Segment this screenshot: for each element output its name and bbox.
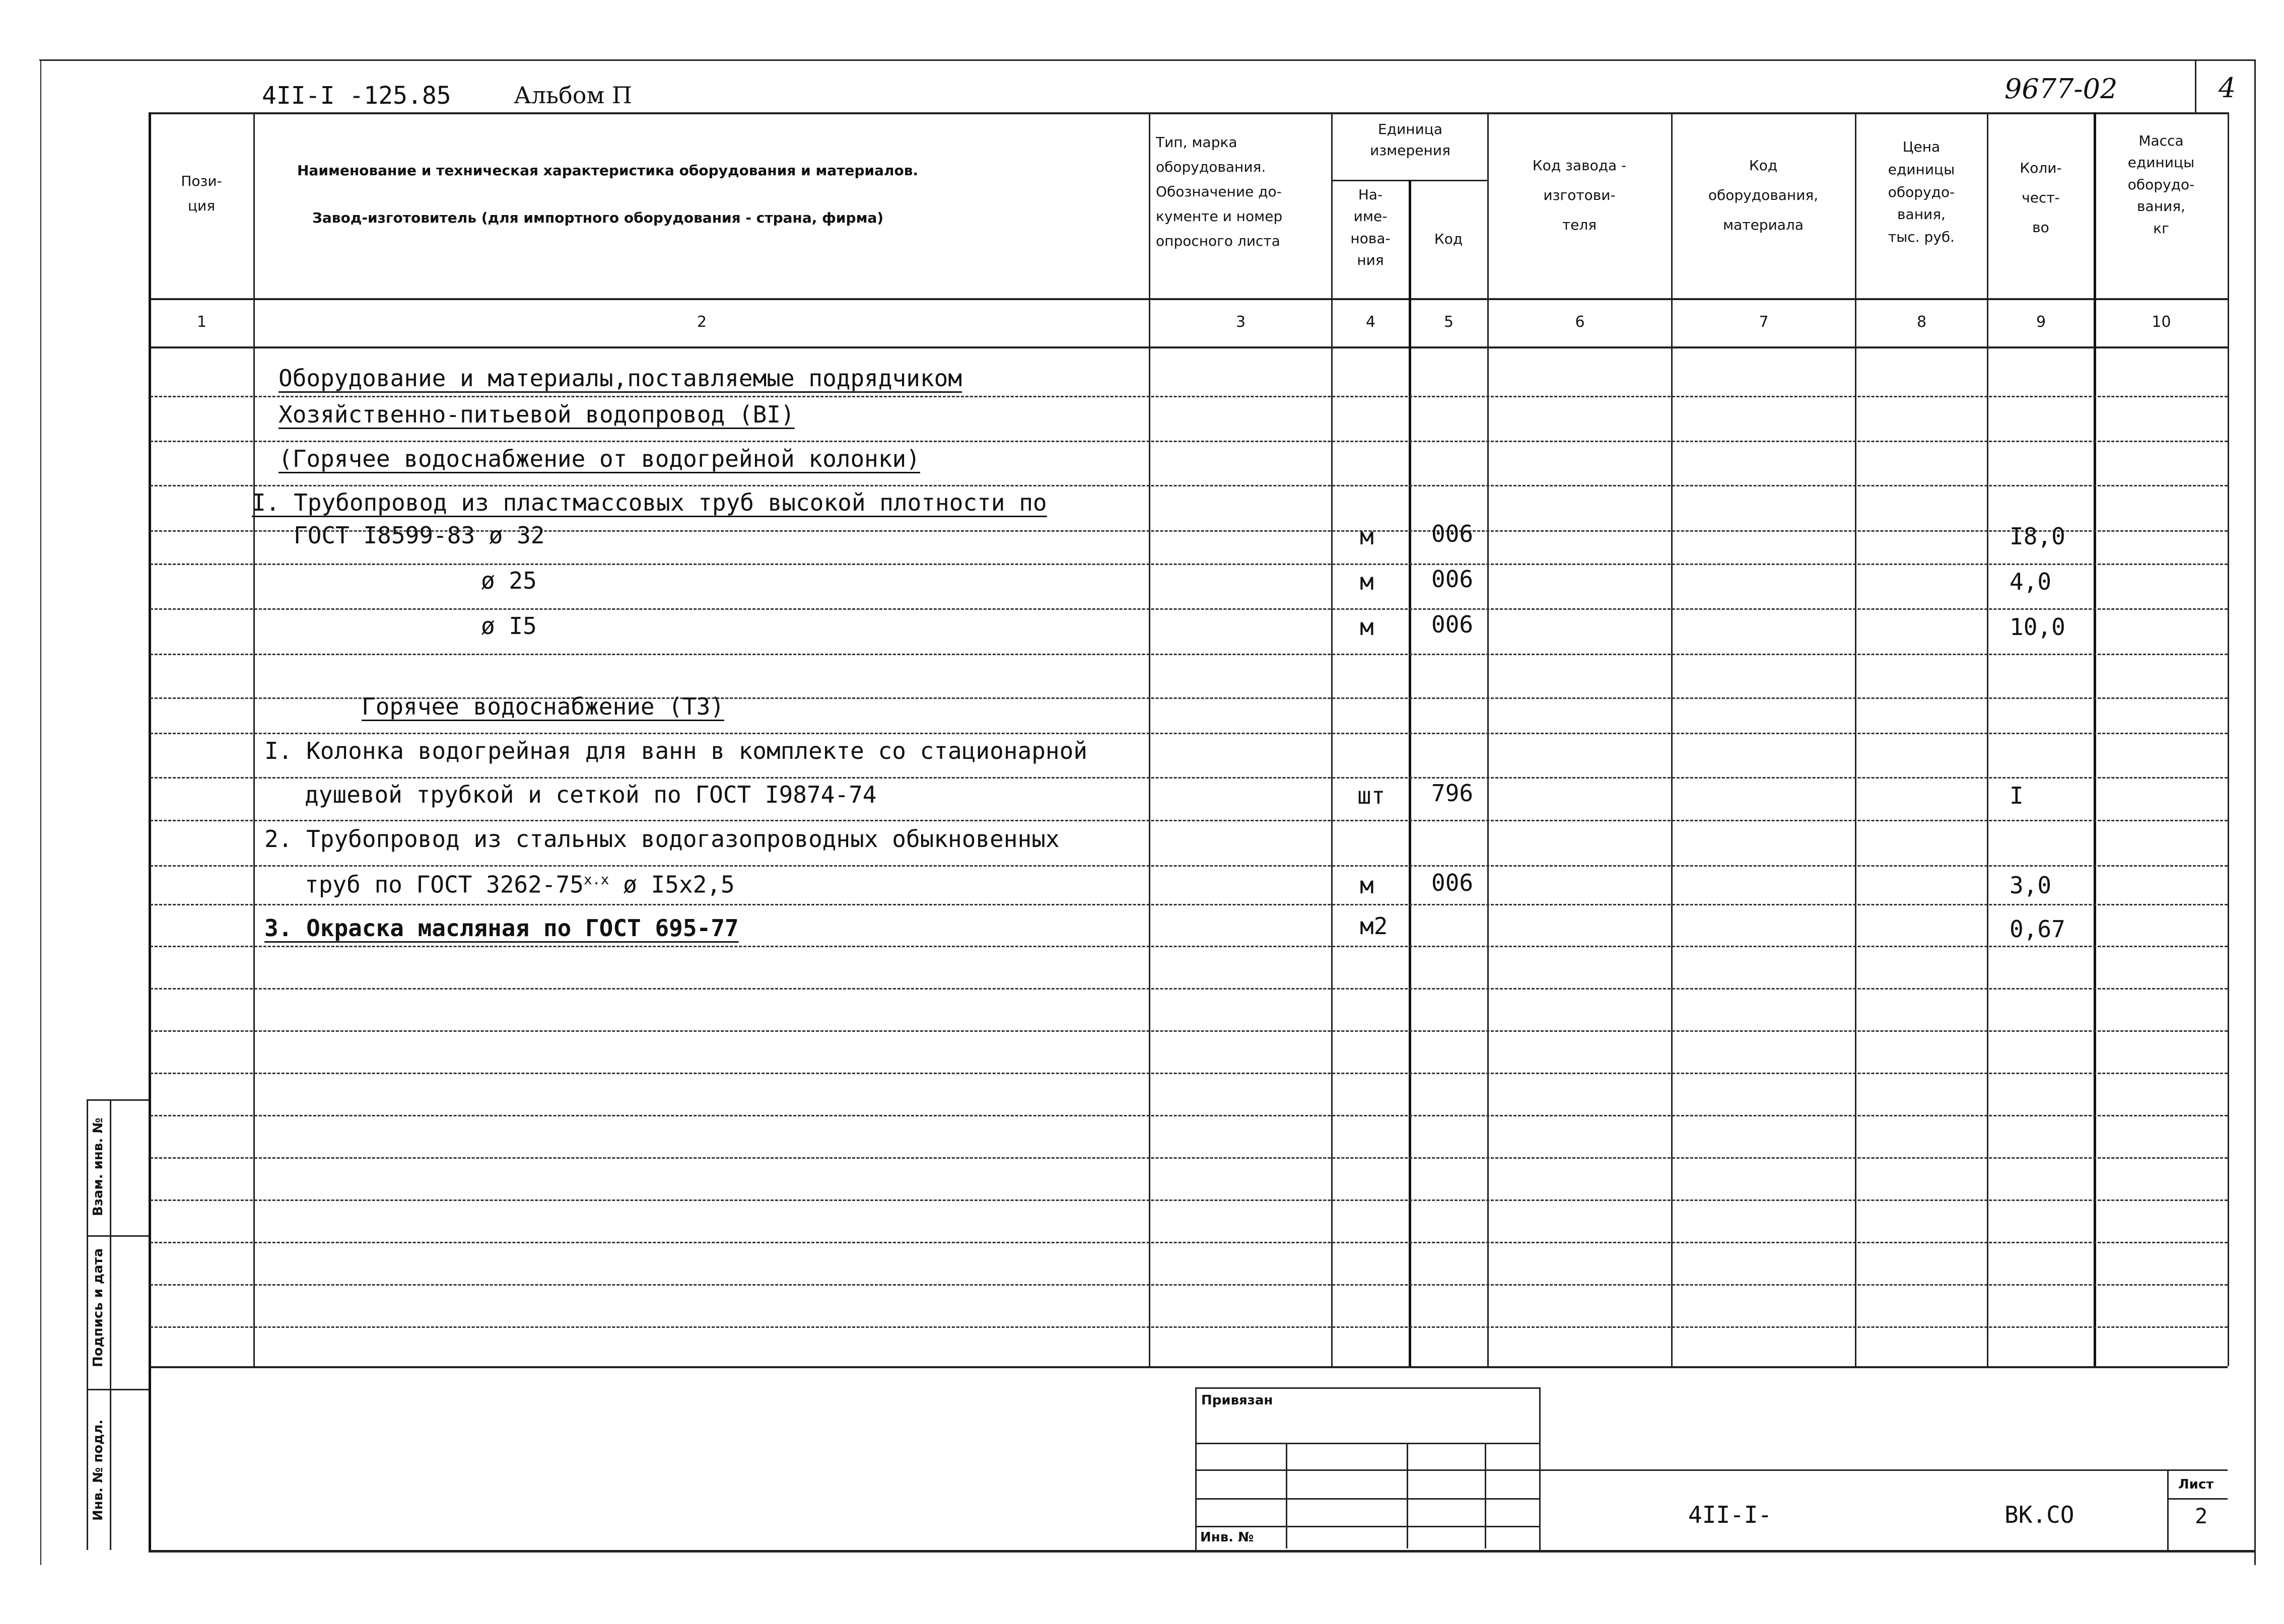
col-border-10 — [2228, 112, 2229, 1366]
header-factory-code: Код завода - изготови- теля — [1532, 157, 1627, 233]
unit-name: шт — [1357, 782, 1386, 809]
side-sign-date: Подпись и дата — [91, 1248, 106, 1367]
doc-code-top: 4II-I -125.85 — [262, 82, 451, 110]
header-quantity: Коли- чест- во — [2020, 160, 2062, 236]
section-subtitle-hot-water: (Горячее водоснабжение от водогрейной колонки) — [279, 445, 920, 472]
item-gost-3262-sup: х.х — [583, 871, 609, 888]
col-border-1 — [253, 112, 255, 1366]
quantity: 3,0 — [2010, 872, 2052, 899]
row-line — [150, 1073, 2228, 1074]
colnum-4: 4 — [1365, 313, 1376, 331]
header-price: Цена единицы оборудо- вания, тыс. руб. — [1888, 138, 1955, 246]
item-shower-tube: душевой трубкой и сеткой по ГОСТ I9874-74 — [305, 781, 877, 808]
item-dia-15: ø I5 — [481, 612, 537, 640]
header-unit-name: На- име- нова- ния — [1350, 186, 1391, 269]
frame-right — [2254, 59, 2256, 1565]
header-position: Пози- ция — [181, 173, 222, 214]
tb-row-4 — [1195, 1526, 1539, 1527]
row-line — [150, 1199, 2228, 1201]
tb-row-1 — [1195, 1443, 1539, 1444]
side-stamp-sep2 — [87, 1389, 149, 1390]
unit-code: 006 — [1431, 566, 1474, 593]
colnum-8: 8 — [1916, 313, 1927, 331]
unit-code: 006 — [1431, 869, 1474, 896]
row-line — [150, 1242, 2228, 1243]
unit-name: м — [1360, 568, 1374, 595]
sheet-box-split — [2167, 1498, 2228, 1500]
sheet-box-left — [2167, 1469, 2169, 1550]
header-bottom — [149, 298, 2229, 300]
table-bottom — [150, 1366, 2228, 1368]
item-gost-3262-size: ø I5x2,5 — [623, 871, 735, 898]
header-equipment-code: Код оборудования, материала — [1708, 157, 1819, 233]
colnum-6: 6 — [1575, 313, 1585, 331]
item-paint: 3. Окраска масляная по ГОСТ 695-77 — [264, 914, 739, 942]
row-line — [150, 608, 2228, 610]
unit-name: м2 — [1360, 912, 1388, 940]
header-unit: Единица измерения — [1370, 121, 1450, 159]
album-label: Альбом П — [514, 82, 633, 109]
side-stamp-inner — [110, 1099, 111, 1550]
unit-code: 006 — [1431, 611, 1474, 638]
item-gost-3262 — [305, 873, 735, 896]
row-line — [150, 1157, 2228, 1159]
item-dia-25: ø 25 — [481, 567, 537, 594]
sheet-label: Лист — [2178, 1477, 2214, 1492]
tb-main-top — [1538, 1469, 2228, 1471]
side-inv-orig: Инв. № подл. — [91, 1419, 106, 1521]
row-line — [150, 865, 2228, 867]
colnum-10: 10 — [2152, 313, 2171, 331]
tb-row-3 — [1195, 1498, 1539, 1500]
title-doc-code: 4II-I- — [1688, 1501, 1772, 1528]
row-line — [150, 1030, 2228, 1032]
row-line — [150, 654, 2228, 655]
col-border-5 — [1487, 112, 1489, 1366]
unit-code: 796 — [1431, 780, 1474, 807]
colnum-1: 1 — [196, 313, 207, 331]
colnum-5: 5 — [1443, 313, 1454, 331]
corner-divider — [2195, 59, 2196, 112]
col-border-3 — [1331, 112, 1333, 1366]
row-line — [150, 563, 2228, 565]
quantity: 4,0 — [2010, 568, 2052, 595]
item-gost-32: ГОСТ I8599-83 ø 32 — [294, 522, 545, 549]
header-mass: Масса единицы оборудо- вания, кг — [2127, 132, 2195, 237]
item-steel-pipeline: 2. Трубопровод из стальных водогазопроводных обыкновенных — [264, 825, 1060, 853]
header-type: Тип, марка оборудования. Обозначение до- кументе и номер опросного листа — [1156, 134, 1283, 249]
header-name-line1: Наименование и техническая характеристика оборудования и материалов. — [297, 162, 919, 179]
tb-col-1 — [1286, 1443, 1287, 1548]
title-mark: ВК.СО — [2004, 1501, 2074, 1528]
tb-col-3 — [1485, 1443, 1486, 1548]
col-border-9 — [2094, 112, 2096, 1366]
colnum-2: 2 — [697, 313, 707, 331]
row-line — [150, 396, 2228, 397]
row-line — [150, 946, 2228, 947]
col-border-6 — [1671, 112, 1673, 1366]
quantity: 10,0 — [2010, 613, 2065, 641]
tb-row-2 — [1195, 1469, 1539, 1471]
side-stamp-top — [87, 1099, 149, 1101]
colnum-7: 7 — [1759, 313, 1769, 331]
item-water-heater: I. Колонка водогрейная для ванн в комплекте со стационарной — [264, 737, 1087, 764]
colnum-bottom — [149, 346, 2229, 348]
item-pipeline-plastic: I. Трубопровод из пластмассовых труб высокой плотности по — [252, 489, 1047, 516]
table-top — [149, 112, 2229, 114]
unit-name: м — [1360, 613, 1374, 641]
unit-name: м — [1360, 523, 1374, 550]
tb-col-2 — [1407, 1443, 1408, 1548]
colnum-3: 3 — [1235, 313, 1246, 331]
row-line — [150, 733, 2228, 734]
unit-code: 006 — [1431, 520, 1474, 547]
section-title-water-supply: Хозяйственно-питьевой водопровод (BI) — [279, 401, 795, 428]
side-inv-vzam: Взам. инв. № — [91, 1117, 106, 1216]
col-border-7 — [1855, 112, 1856, 1366]
col-border-8 — [1987, 112, 1988, 1366]
section-title-contractor: Оборудование и материалы,поставляемые подрядчиком — [279, 365, 962, 392]
section-title-hot-water: Горячее водоснабжение (ТЗ) — [362, 693, 725, 720]
row-line — [150, 988, 2228, 990]
frame-left-outer — [40, 59, 41, 1565]
row-line — [150, 820, 2228, 821]
quantity: I — [2010, 782, 2024, 809]
item-gost-3262-text: труб по ГОСТ 3262-75 — [305, 871, 584, 898]
row-line — [150, 904, 2228, 905]
row-line — [150, 485, 2228, 486]
archive-number: 9677-02 — [2004, 73, 2118, 105]
quantity: 0,67 — [2010, 915, 2065, 943]
inv-no-label: Инв. № — [1200, 1530, 1254, 1545]
row-line — [150, 1284, 2228, 1286]
row-line — [150, 441, 2228, 442]
unit-name: м — [1360, 872, 1374, 899]
row-line — [150, 1115, 2228, 1116]
sheet-number: 2 — [2195, 1504, 2208, 1528]
colnum-9: 9 — [2036, 313, 2046, 331]
quantity: I8,0 — [2010, 523, 2065, 550]
row-line — [150, 1326, 2228, 1328]
row-line — [150, 777, 2228, 779]
side-stamp-left — [87, 1099, 88, 1550]
side-stamp-sep1 — [87, 1235, 149, 1237]
header-unit-code: Код — [1434, 231, 1463, 247]
col-border-4 — [1409, 180, 1411, 1366]
col-border-2 — [1149, 112, 1150, 1366]
header-name-line2: Завод-изготовитель (для импортного оборудования - страна, фирма) — [312, 209, 884, 226]
privyazan-label: Привязан — [1201, 1393, 1273, 1408]
page-corner-number: 4 — [2219, 72, 2236, 104]
frame-top — [39, 59, 2255, 61]
